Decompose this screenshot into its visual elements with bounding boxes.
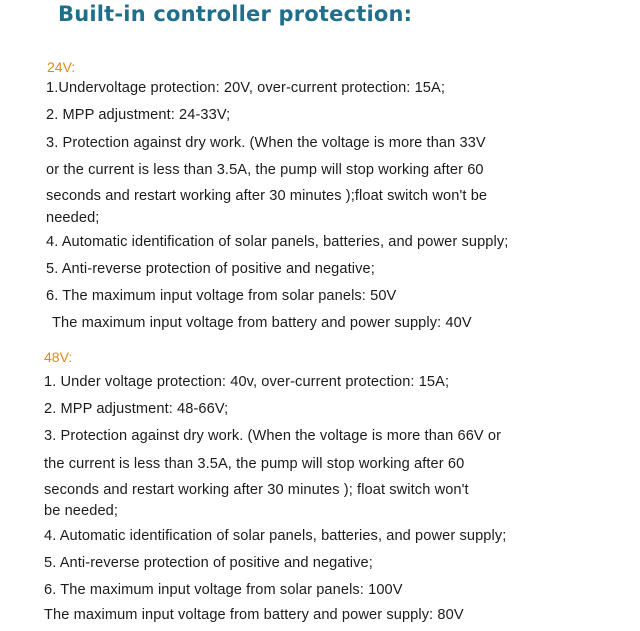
spec-line: 6. The maximum input voltage from solar panels: 50V <box>46 288 397 304</box>
spec-line: 1.Undervoltage protection: 20V, over-current protection: 15A; <box>46 80 446 96</box>
spec-line: 2. MPP adjustment: 48-66V; <box>44 401 229 417</box>
spec-line: be needed; <box>44 503 119 519</box>
spec-line: The maximum input voltage from battery and power supply: 40V <box>52 315 472 331</box>
spec-line: The maximum input voltage from battery and power supply: 80V <box>44 607 464 623</box>
spec-line: 3. Protection against dry work. (When the voltage is more than 33V <box>46 135 486 151</box>
spec-line: or the current is less than 3.5A, the pump will stop working after 60 <box>46 162 484 178</box>
spec-line: 6. The maximum input voltage from solar panels: 100V <box>44 582 403 598</box>
spec-line: 3. Protection against dry work. (When the voltage is more than 66V or <box>44 428 502 444</box>
spec-line: 5. Anti-reverse protection of positive and negative; <box>44 555 373 571</box>
spec-line: seconds and restart working after 30 minutes ); float switch won't <box>44 482 469 498</box>
spec-line: 4. Automatic identification of solar panels, batteries, and power supply; <box>46 234 509 250</box>
spec-line: 2. MPP adjustment: 24-33V; <box>46 107 231 123</box>
spec-line: 1. Under voltage protection: 40v, over-current protection: 15A; <box>44 374 450 390</box>
spec-line: needed; <box>46 210 100 226</box>
spec-line: seconds and restart working after 30 minutes );float switch won't be <box>46 188 488 204</box>
page-title: Built-in controller protection: <box>58 2 413 26</box>
spec-line: 4. Automatic identification of solar panels, batteries, and power supply; <box>44 528 507 544</box>
section-label-48v: 48V: <box>44 349 73 365</box>
spec-line: 5. Anti-reverse protection of positive and negative; <box>46 261 375 277</box>
spec-line: the current is less than 3.5A, the pump will stop working after 60 <box>44 456 465 472</box>
section-label-24v: 24V: <box>47 59 76 75</box>
